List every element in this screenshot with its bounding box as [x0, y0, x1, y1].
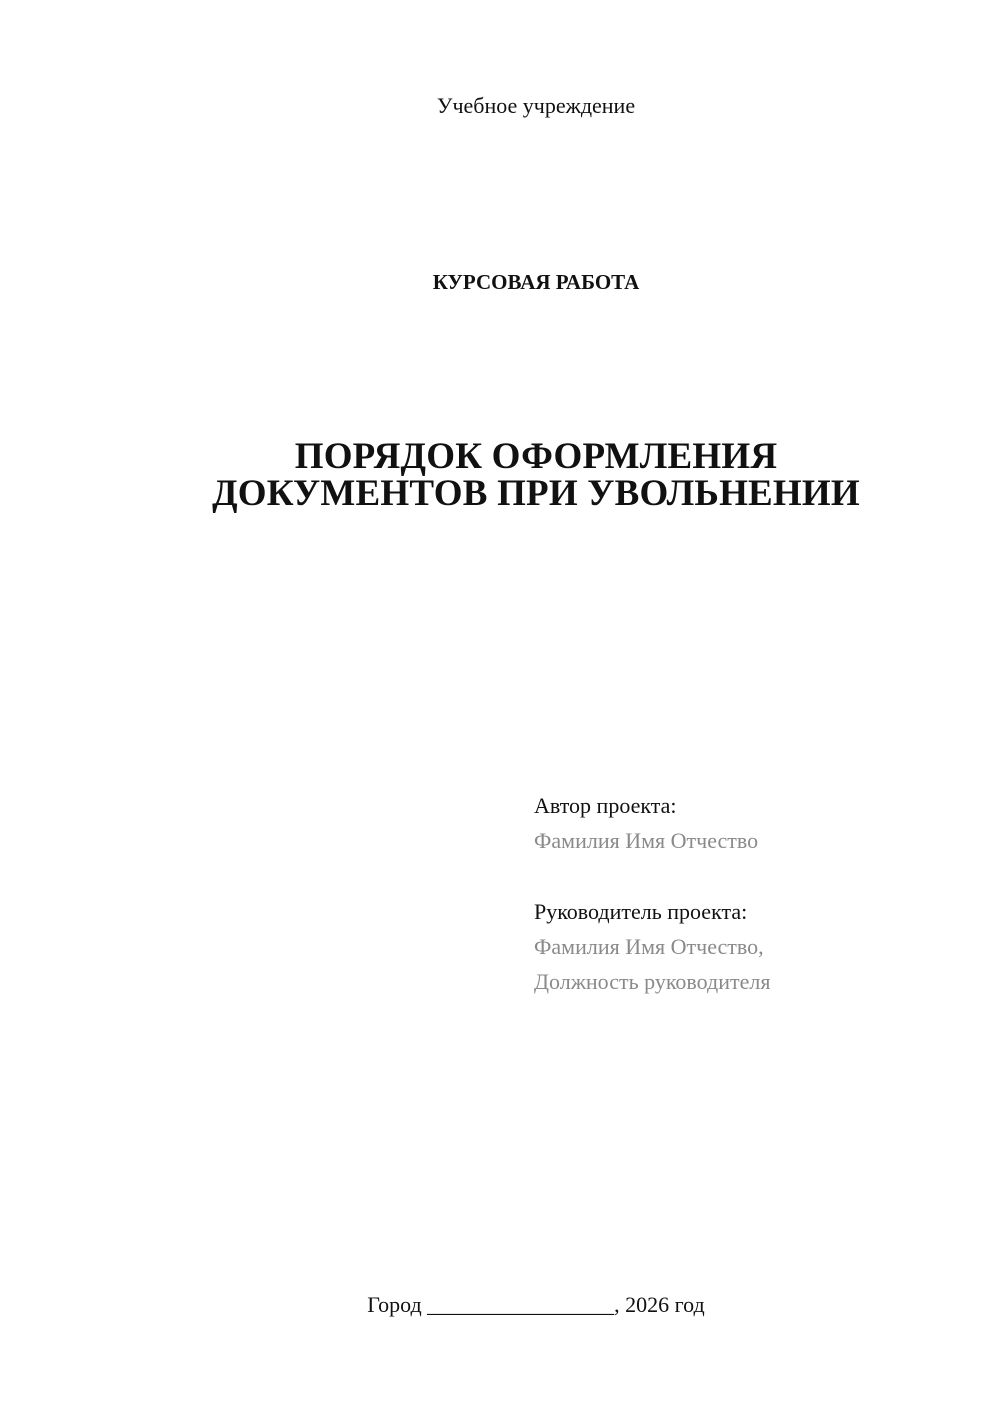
- author-name: Фамилия Имя Отчество: [534, 828, 759, 853]
- document-title-line-2: ДОКУМЕНТОВ ПРИ УВОЛЬНЕНИИ: [212, 473, 860, 514]
- work-type-heading: КУРСОВАЯ РАБОТА: [432, 270, 640, 294]
- signature-block: [534, 788, 770, 999]
- institution-name: Учебное учреждение: [436, 93, 636, 118]
- supervisor-name: Фамилия Имя Отчество,: [534, 934, 764, 959]
- document-title-line-1: ПОРЯДОК ОФОРМЛЕНИЯ: [294, 436, 778, 477]
- author-label: Автор проекта:: [534, 793, 677, 818]
- signature-spacer: [534, 858, 770, 894]
- document-title: [0, 438, 1000, 512]
- supervisor-label: Руководитель проекта:: [534, 899, 748, 924]
- supervisor-position: Должность руководителя: [534, 969, 771, 994]
- city-year-line: Город _________________, 2026 год: [367, 1292, 705, 1317]
